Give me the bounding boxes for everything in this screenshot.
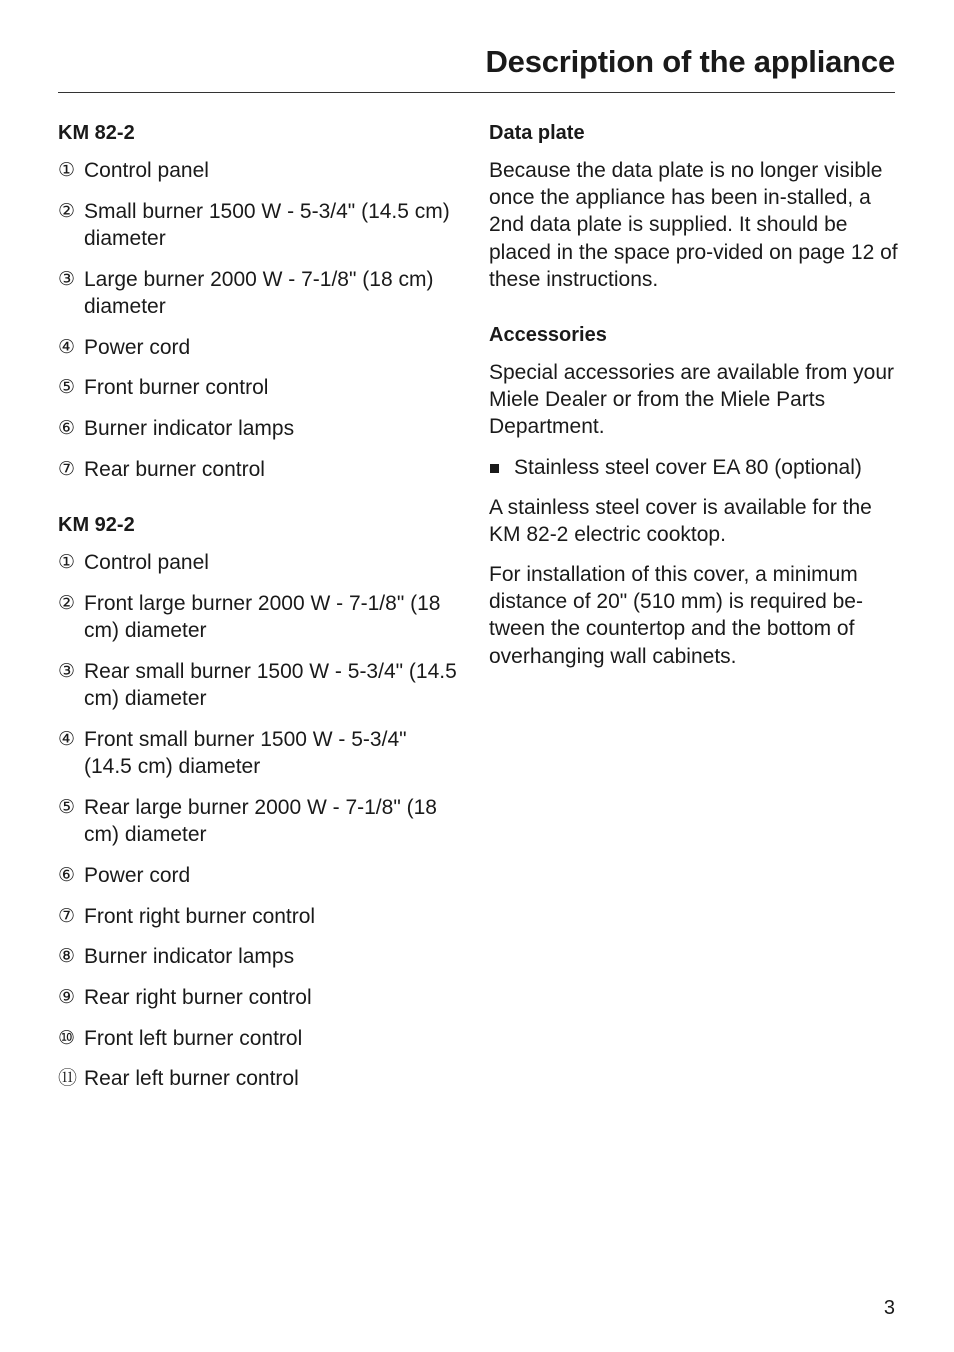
accessories-para-2: For installation of this cover, a minimum distance of 20" (510 mm) is required be-tween the countertop and the bottom of overhanging wall cabinets. (489, 563, 863, 668)
item-text: Front burner control (84, 376, 269, 400)
accessories-intro: Special accessories are available from your Miele Dealer or from the Miele Parts Department. (489, 361, 895, 439)
item-number: ⑦ (58, 458, 76, 480)
item-number: ① (58, 160, 76, 181)
list-item (58, 984, 458, 1011)
item-number: ① (58, 552, 76, 574)
list-item (58, 157, 458, 184)
item-text: Front large burner 2000 W - 7-1/8" (18 cm) diameter (84, 592, 441, 643)
item-number: ⑤ (58, 377, 76, 399)
item-text: Front right burner control (84, 904, 316, 928)
page-number: 3 (883, 1297, 895, 1319)
list-item (58, 726, 458, 781)
item-number: ⑪ (58, 1068, 78, 1090)
list-item (58, 1065, 458, 1092)
km92-heading: KM 92-2 (58, 514, 135, 537)
accessories-para-1: A stainless steel cover is available for the KM 82-2 electric cooktop. (489, 495, 872, 546)
list-item (58, 266, 458, 321)
item-text: Burner indicator lamps (84, 945, 295, 969)
accessory-bullet-item (489, 454, 899, 481)
accessories-heading: Accessories (489, 324, 607, 347)
list-item (58, 1025, 458, 1052)
list-item (58, 590, 458, 645)
item-text: Rear right burner control (84, 986, 312, 1010)
item-number: ⑧ (58, 946, 76, 968)
item-number: ⑦ (58, 905, 76, 927)
km82-heading: KM 82-2 (58, 122, 135, 144)
item-number: ② (58, 200, 76, 222)
list-item (58, 862, 458, 889)
item-text: Power cord (84, 864, 191, 888)
item-number: ④ (58, 729, 76, 751)
list-item (58, 198, 458, 253)
item-number: ② (58, 593, 76, 615)
item-text: Rear left burner control (84, 1067, 299, 1091)
item-number: ③ (58, 661, 76, 683)
left-column (58, 120, 458, 1106)
square-bullet-icon (489, 454, 514, 481)
item-number: ⑥ (58, 865, 76, 887)
item-text: Rear burner control (84, 457, 265, 481)
list-item (58, 658, 458, 713)
item-number: ④ (58, 336, 76, 358)
km82-list (58, 157, 458, 483)
list-item (58, 374, 458, 401)
item-text: Control panel (84, 159, 209, 182)
list-item (58, 334, 458, 361)
data-plate-text: Because the data plate is no longer visible once the appliance has been in-stalled, a 2nd data plate is supplied. It should be placed in the space pro-vided on page 12 of these instructions. (489, 159, 898, 291)
item-text: Rear small burner 1500 W - 5-3/4" (14.5 cm) diameter (84, 660, 457, 711)
list-item (58, 549, 458, 576)
item-text: Power cord (84, 335, 191, 359)
data-plate-heading: Data plate (489, 122, 585, 144)
item-number: ⑩ (58, 1027, 76, 1049)
km92-list (58, 549, 458, 1092)
bullet-text: Stainless steel cover EA 80 (optional) (514, 455, 862, 479)
header-divider (58, 92, 895, 93)
item-number: ⑥ (58, 418, 76, 440)
item-text: Rear large burner 2000 W - 7-1/8" (18 cm) diameter (84, 796, 437, 847)
list-item (58, 943, 458, 970)
list-item (58, 794, 458, 849)
list-item (58, 415, 458, 442)
item-number: ⑨ (58, 987, 76, 1009)
item-number: ③ (58, 268, 76, 290)
item-text: Control panel (84, 551, 209, 575)
page-title: Description of the appliance (485, 44, 895, 79)
item-text: Front left burner control (84, 1026, 303, 1050)
list-item (58, 903, 458, 930)
item-text: Large burner 2000 W - 7-1/8" (18 cm) diameter (84, 267, 434, 318)
item-text: Small burner 1500 W - 5-3/4" (14.5 cm) diameter (84, 199, 450, 250)
right-column (489, 120, 899, 683)
item-text: Burner indicator lamps (84, 417, 295, 441)
item-number: ⑤ (58, 797, 76, 819)
list-item (58, 456, 458, 483)
item-text: Front small burner 1500 W - 5-3/4" (14.5 cm) diameter (84, 728, 407, 779)
